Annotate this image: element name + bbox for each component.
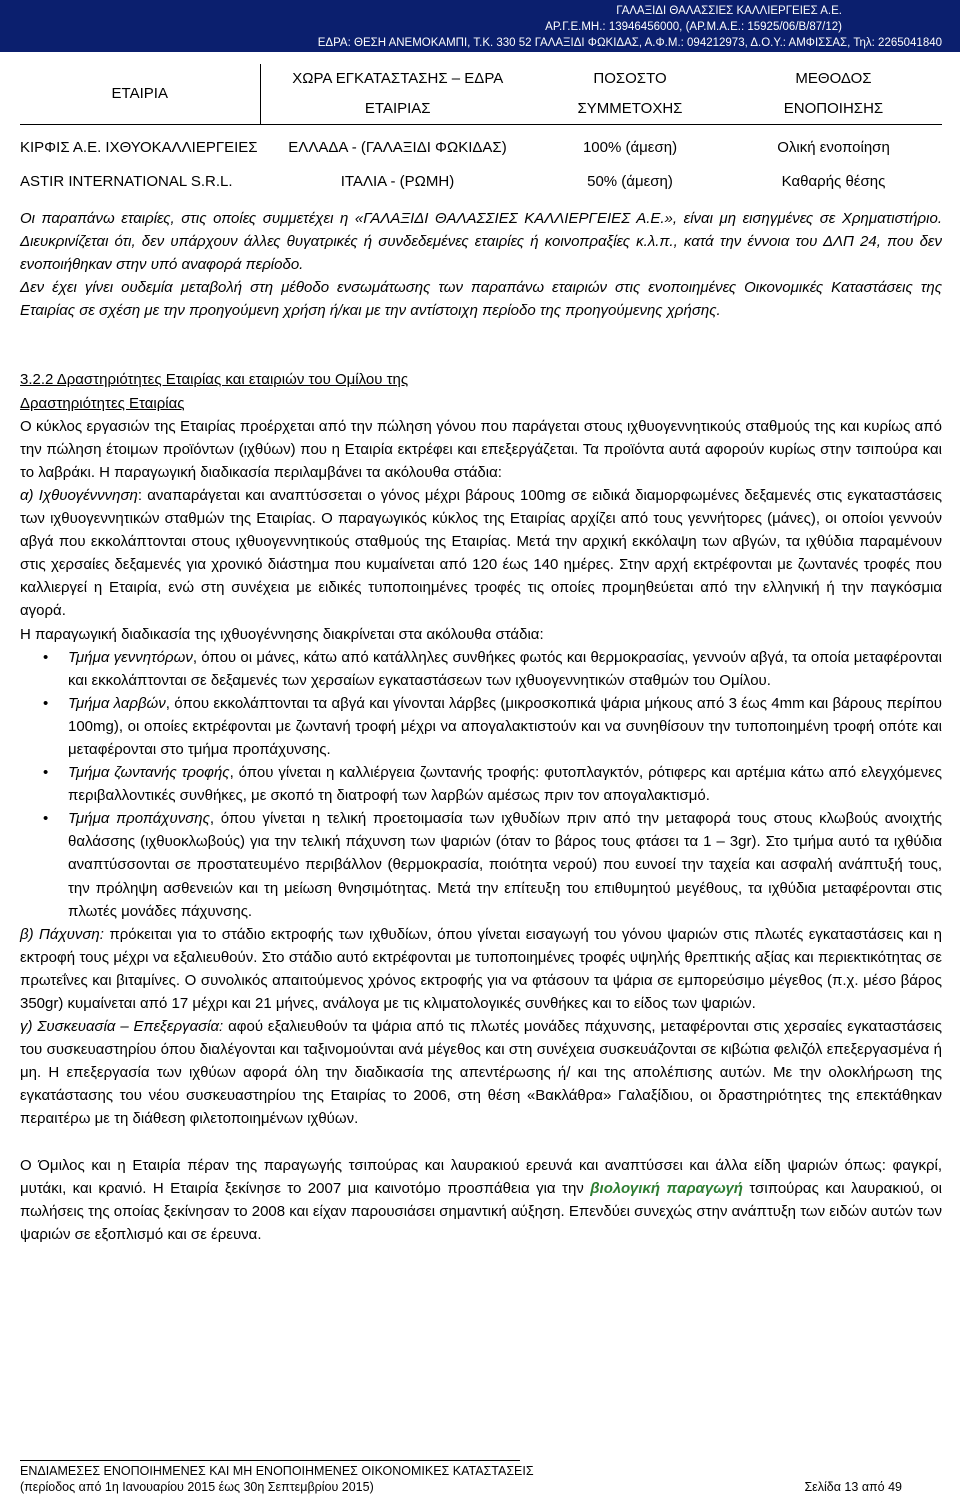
header-percent-line2: ΣΥΜΜΕΤΟΧΗΣ: [577, 100, 683, 117]
list-item: [20, 692, 942, 761]
section-heading: [20, 368, 942, 391]
research-text-1: Ο Όμιλος και η Εταιρία πέραν της παραγωγής τσιπούρας και λαυρακιού ερευνά και αναπτύσσει και άλλα είδη ψαριών όπως: φαγκρί, μυτάκι, και κρανιό. Η Εταιρία ξεκίνησε το 2007 μια καινοτόμο προσπάθεια για την: [20, 1156, 942, 1197]
header-percent-line1: ΠΟΣΟΣΤΟ: [593, 70, 667, 87]
bullet-text: , όπου εκκολάπτονται τα αβγά και γίνονται λάρβες (μικροσκοπικά ψάρια μήκους από 3 έως 4mm και βάρους περίπου 100mg), οι οποίες εκτρέφονται με ζωντανή τροφή μέχρι να απογαλακτιστούν και να συνηθίσουν την τυποποιημένη τροφή οπότε και μεταφέρονται στο τμήμα προπάχυνσης.: [68, 694, 943, 758]
organic-production-emphasis: βιολογική παραγωγή: [590, 1179, 743, 1197]
header-country-line2: ΕΤΑΙΡΙΑΣ: [364, 100, 431, 117]
bullet-text: , όπου γίνεται η τελική προετοιμασία των ιχθυδίων πριν από την μεταφορά τους στους κλωβούς ανοιχτής θαλάσσης (ιχθυοκλωβούς) για την τελική πάχυνση των ψαριών (όταν το βάρος τους φτάσει τα 1 – 3gr). Στο τμήμα αυτό τα ιχθύδια αναπτύσσονται σε προστατευμένο περιβάλλον (θερμοκρασία, ποιότητα νερού) που ευνοεί την ταχεία και ασφαλή ανάπτυξή τους, την πρόληψη ασθενειών και τη μείωση θνησιμότητας. Μετά την επίτευξη του επιθυμητού μεγέθους, τα ιχθύδια μεταφέρονται στις πλωτές μονάδες πάχυνσης.: [68, 810, 942, 920]
header-registry: ΑΡ.Γ.Ε.ΜΗ.: 13946456000, (ΑΡ.Μ.Α.Ε.: 15925/06/Β/87/12): [545, 21, 842, 33]
header-company-name: ΓΑΛΑΞΙΔΙ ΘΑΛΑΣΣΙΕΣ ΚΑΛΛΙΕΡΓΕΙΕΣ Α.Ε.: [616, 5, 842, 17]
bullet-text: , όπου οι μάνες, κάτω από κατάλληλες συνθήκες φωτός και θερμοκρασίας, γεννούν αβγά, τα οποία μεταφέρονται και εκκολάπτονται σε δεξαμενές των χερσαίων εγκαταστάσεων των ιχθυογεννητικών σταθμών του Ομίλου.: [68, 648, 943, 689]
company-header-band: [0, 0, 960, 52]
stage-c-label: γ) Συσκευασία – Επεξεργασία:: [20, 1018, 224, 1036]
bullet-label: Τμήμα ζωντανής τροφής: [68, 764, 230, 782]
bullet-text: , όπου γίνεται η καλλιέργεια ζωντανής τροφής: φυτοπλαγκτόν, ρότιφερς και αρτέμια κάτω από ελεγχόμενες περιβαλλοντικές συνθήκες, με σκοπό τη διατροφή των λαρβών αμέσως πριν τον απογαλακτισμό.: [68, 764, 943, 805]
table-row: [20, 165, 942, 199]
list-item: [20, 646, 942, 692]
row-country: ΙΤΑΛΙΑ - (ΡΩΜΗ): [340, 173, 455, 190]
table-header-row: [20, 64, 942, 94]
row-method: Καθαρής θέσης: [781, 173, 886, 190]
row-percent: 100% (άμεση): [582, 139, 678, 156]
stage-c-text: αφού εξαλιευθούν τα ψάρια από τις πλωτές μονάδες πάχυνσης, μεταφέρονται στις χερσαίες εγκαταστάσεις του συσκευαστηρίου όπου διαλέγονται και ταξινομούνται ανά μέγεθος και στη συνέχεια συσκευάζονται σε κιβώτια φελιζόλ επεξεργασμένα ή μη. Η επεξεργασία των ιχθύων αφορά όλη την διαδικασία της απεντέρωσης ή/ και της απολέπισης αυτών. Με την ολοκλήρωση της εγκατάστασης του νέου συσκευαστηρίου της Εταιρίας το 2006, στη θέση «Βακλάθρα» Γαλαξίδιου, οι δραστηριότητες της επεκτάθηκαν περαιτέρω με τη διάθεση φιλετοποιημένων ιχθύων.: [20, 1018, 942, 1128]
header-country-line1: ΧΩΡΑ ΕΓΚΑΤΑΣΤΑΣΗΣ – ΕΔΡΑ: [292, 70, 504, 87]
list-item: [20, 807, 942, 922]
paragraph-stage-c: [20, 1015, 942, 1130]
paragraph-turnover: Ο κύκλος εργασιών της Εταιρίας προέρχεται από την πώληση γόνου που παράγεται στους ιχθυογεννητικούς σταθμούς της και κυρίως από την πώληση έτοιμων προϊόντων (ιχθύων) που η Εταιρία εκτρέφει και επεξεργάζεται. Τα προϊόντα αυτά αφορούν κυρίως στην τσιπούρα και το λαβράκι. Η παραγωγική διαδικασία περιλαμβάνει τα ακόλουθα στάδια:: [20, 417, 942, 481]
row-company: ASTIR INTERNATIONAL S.R.L.: [20, 173, 233, 190]
bullet-label: Τμήμα προπάχυνσης: [68, 810, 210, 828]
page-footer: [20, 1463, 942, 1495]
row-method: Ολική ενοποίηση: [777, 139, 890, 156]
subheading-text: Δραστηριότητες Εταιρίας: [20, 394, 185, 412]
row-company: ΚΙΡΦΙΣ Α.Ε. ΙΧΘΥΟΚΑΛΛΙΕΡΓΕΙΕΣ: [20, 139, 258, 156]
paragraph-stages-intro: Η παραγωγική διαδικασία της ιχθυογέννησης διακρίνεται στα ακόλουθα στάδια:: [20, 625, 544, 643]
paragraph-group-research: [20, 1154, 942, 1246]
stage-a-text: : αναπαράγεται και αναπτύσσεται ο γόνος μέχρι βάρους 100mg σε ειδικά διαμορφωμένες δεξαμενές στις εγκαταστάσεις των ιχθυογεννητικών σταθμών της Εταιρίας. Ο παραγωγικός κύκλος της Εταιρίας αρχίζει από τους γεννήτορες (μάνες), οι οποίοι γεννούν αβγά που εκκολάπτονται στους ιχθυογεννητικούς σταθμούς της Εταιρίας. Μετά την αρχική εκκόλαψη των αβγών, τα ιχθύδια παραμένουν στις χερσαίες δεξαμενές για χρονικό διάστημα που κυμαίνεται από 120 έως 140 ημέρες. Στην αρχή εκτρέφονται με ζωντανές τροφές που καλλιεργεί η Εταιρία, ενώ στη συνέχεια με ειδικές τυποποιημένες τροφές τις οποίες προμηθεύεται από την ελληνική ή την παγκόσμια αγορά.: [20, 486, 943, 620]
paragraph-unlisted-note: Οι παραπάνω εταιρίες, στις οποίες συμμετέχει η «ΓΑΛΑΞΙΔΙ ΘΑΛΑΣΣΙΕΣ ΚΑΛΛΙΕΡΓΕΙΕΣ Α.Ε.», είναι μη εισηγμένες σε Χρηματιστήριο. Διευκρινίζεται ότι, δεν υπάρχουν άλλες θυγατρικές ή συνδεδεμένες εταιρίες ή κοινοπραξίες κ.λ.π., κατά την έννοια του ΔΛΠ 24, που δεν ενοποιήθηκαν στην υπό αναφορά περίοδο.: [20, 210, 942, 274]
subsection-heading: [20, 392, 942, 415]
subsidiaries-table: [20, 64, 942, 199]
stage-a-label: α) Ιχθυογένννηση: [20, 486, 138, 504]
header-company: ΕΤΑΙΡΙΑ: [20, 64, 260, 125]
header-method-line2: ΕΝΟΠΟΙΗΣΗΣ: [783, 100, 884, 117]
paragraph-stage-a: [20, 484, 942, 623]
research-text-2: τσιπούρας και λαυρακιού, οι πωλήσεις της οποίας ξεκίνησαν το 2008 και είχαν παρουσιάσει σημαντική αύξηση. Επενδύει συνεχώς στην ανάπτυξη των ειδών αυτών των ψαριών σε εξοπλισμό και σε έρευνα.: [20, 1179, 942, 1243]
spacer: [20, 322, 942, 368]
spacer: [20, 1131, 942, 1154]
footer-period: (περίοδος από 1η Ιανουαρίου 2015 έως 30η Σεπτεμβρίου 2015): [20, 1480, 374, 1494]
paragraph-stage-b: [20, 923, 942, 1015]
row-country: ΕΛΛΑΔΑ - (ΓΑΛΑΞΙΔΙ ΦΩΚΙΔΑΣ): [288, 139, 507, 156]
footer-divider: [20, 1460, 520, 1461]
row-percent: 50% (άμεση): [587, 173, 673, 190]
bullet-label: Τμήμα γεννητόρων: [68, 648, 193, 666]
table-row: [20, 131, 942, 165]
stage-b-label: β) Πάχυνση:: [20, 925, 104, 943]
footer-title: ΕΝΔΙΑΜΕΣΕΣ ΕΝΟΠΟΙΗΜΕΝΕΣ ΚΑΙ ΜΗ ΕΝΟΠΟΙΗΜΕΝΕΣ ΟΙΚΟΝΟΜΙΚΕΣ ΚΑΤΑΣΤΑΣΕΙΣ: [20, 1464, 534, 1478]
page-number: Σελίδα 13 από 49: [804, 1480, 902, 1494]
bullet-label: Τμήμα λαρβών: [68, 694, 166, 712]
stage-b-text: πρόκειται για το στάδιο εκτροφής των ιχθυδίων, όπου γίνεται εισαγωγή του γόνου ψαριών στις πλωτές εγκαταστάσεις και η εκτροφή τους μέχρι να εξαλιευθούν. Στο στάδιο αυτό εκτρέφονται με τυποποιημένες τροφές υψηλής θρεπτικής αξίας και περιεκτικότητας σε πρωτεΐνες και βιταμίνες. Ο συνολικός απαιτούμενος χρόνος εκτροφής για να φτάσουν τα ψάρια σε εμπορεύσιμο μέγεθος (π.χ. μέσο βάρος 350gr) κυμαίνεται από 17 μέχρι και 21 μήνες, ανάλογα με τις κλιματολογικές συνθήκες και το είδος των ψαριών.: [20, 925, 942, 1012]
header-address: ΕΔΡΑ: ΘΕΣΗ ΑΝΕΜΟΚΑΜΠΙ, Τ.Κ. 330 52 ΓΑΛΑΞΙΔΙ ΦΩΚΙΔΑΣ, Α.Φ.Μ.: 094212973, Δ.Ο.Υ.: ΑΜΦΙΣΣΑΣ, Τηλ: 2265041840: [317, 37, 942, 49]
heading-text: 3.2.2 Δραστηριότητες Εταιρίας και εταιριών του Ομίλου της: [20, 371, 409, 389]
list-item: [20, 761, 942, 807]
header-method-line1: ΜΕΘΟΔΟΣ: [795, 70, 872, 87]
paragraph-no-change-note: Δεν έχει γίνει ουδεμία μεταβολή στη μέθοδο ενσωμάτωσης των παραπάνω εταιριών στις ενοποιημένες Οικονομικές Καταστάσεις της Εταιρίας σε σχέση με την προηγούμενη χρήση ή/και με την αντίστοιχη περίοδο της προηγούμενης χρήσης.: [20, 279, 942, 320]
document-body: [20, 207, 942, 1246]
